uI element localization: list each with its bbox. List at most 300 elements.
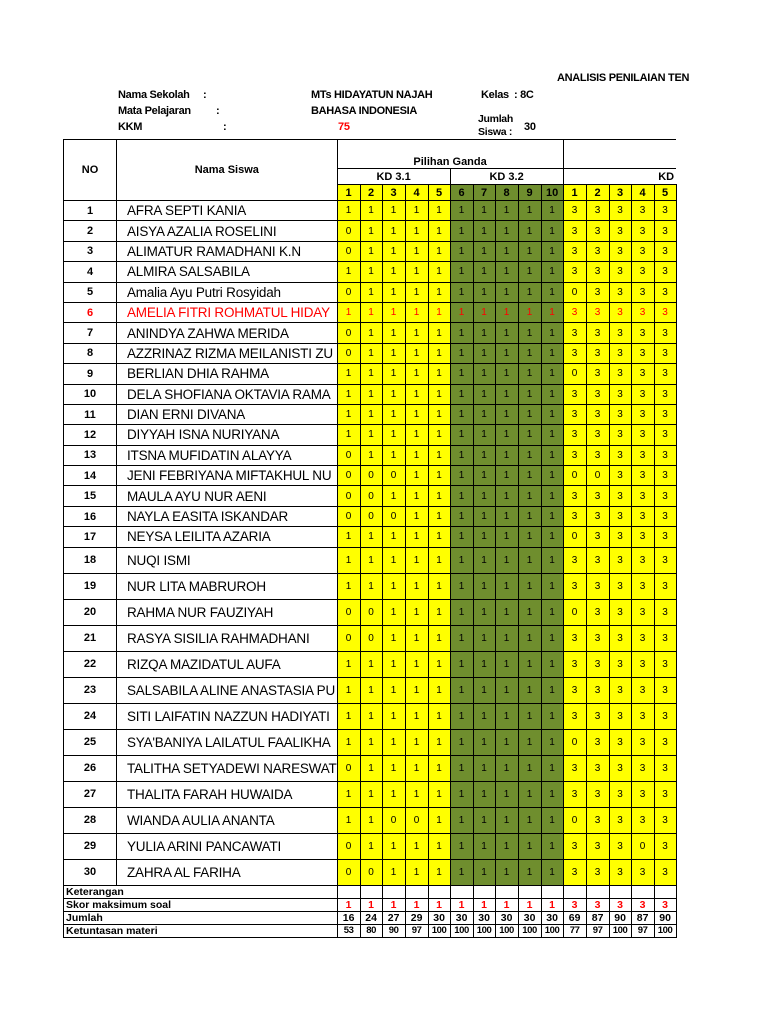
keterangan-cell	[428, 885, 450, 898]
score-cell: 1	[450, 445, 473, 465]
max-score-cell: 1	[450, 898, 473, 911]
score-cell: 1	[495, 729, 518, 755]
score-cell: 1	[541, 221, 563, 241]
score-cell: 1	[541, 466, 563, 486]
row-number: 1	[64, 201, 117, 221]
student-name: NEYSA LEILITA AZARIA	[117, 527, 338, 547]
score-cell: 1	[473, 384, 495, 404]
score-cell: 1	[450, 651, 473, 677]
score-cell: 3	[654, 466, 676, 486]
score-cell: 1	[428, 573, 450, 599]
score-cell: 1	[337, 573, 360, 599]
score-cell: 1	[382, 833, 405, 859]
score-cell: 1	[541, 364, 563, 384]
score-cell: 1	[473, 729, 495, 755]
score-cell: 1	[428, 425, 450, 445]
max-score-label: Skor maksimum soal	[64, 898, 338, 911]
score-cell: 3	[609, 425, 631, 445]
score-cell: 1	[518, 486, 541, 506]
table-row	[64, 781, 677, 807]
score-cell: 3	[631, 527, 654, 547]
max-score-cell: 1	[473, 898, 495, 911]
score-cell: 1	[360, 323, 382, 343]
student-name: THALITA FARAH HUWAIDA	[117, 781, 338, 807]
score-cell: 1	[495, 323, 518, 343]
sum-cell: 30	[518, 911, 541, 924]
score-cell: 3	[631, 323, 654, 343]
score-cell: 1	[473, 282, 495, 302]
question-number: 5	[654, 185, 676, 201]
score-cell: 3	[586, 729, 609, 755]
score-cell: 3	[563, 677, 586, 703]
score-cell: 3	[654, 506, 676, 526]
score-cell: 1	[405, 859, 428, 885]
score-cell: 1	[337, 364, 360, 384]
score-cell: 1	[495, 221, 518, 241]
score-cell: 1	[541, 241, 563, 261]
score-cell: 1	[382, 241, 405, 261]
max-score-cell: 3	[563, 898, 586, 911]
student-name: RIZQA MAZIDATUL AUFA	[117, 651, 338, 677]
score-cell: 1	[495, 755, 518, 781]
score-cell: 3	[654, 755, 676, 781]
row-number: 22	[64, 651, 117, 677]
score-cell: 3	[654, 404, 676, 424]
score-cell: 3	[563, 384, 586, 404]
keterangan-cell	[473, 885, 495, 898]
score-cell: 1	[518, 703, 541, 729]
score-cell: 1	[541, 729, 563, 755]
score-cell: 3	[586, 425, 609, 445]
score-cell: 1	[382, 527, 405, 547]
score-cell: 1	[450, 506, 473, 526]
score-cell: 3	[654, 859, 676, 885]
score-cell: 3	[586, 755, 609, 781]
table-row	[64, 651, 677, 677]
row-number: 27	[64, 781, 117, 807]
score-cell: 0	[382, 506, 405, 526]
score-cell: 1	[405, 282, 428, 302]
sum-cell: 30	[541, 911, 563, 924]
score-cell: 1	[360, 221, 382, 241]
score-cell: 3	[631, 859, 654, 885]
question-number: 10	[541, 185, 563, 201]
score-cell: 1	[360, 729, 382, 755]
score-cell: 1	[382, 282, 405, 302]
score-cell: 3	[586, 282, 609, 302]
keterangan-label: Keterangan	[64, 885, 338, 898]
mastery-cell: 97	[631, 924, 654, 937]
score-cell: 3	[609, 241, 631, 261]
row-number: 3	[64, 241, 117, 261]
score-cell: 1	[382, 364, 405, 384]
score-cell: 1	[382, 323, 405, 343]
score-cell: 1	[405, 302, 428, 322]
score-cell: 1	[382, 859, 405, 885]
score-cell: 1	[518, 384, 541, 404]
score-cell: 1	[405, 466, 428, 486]
score-cell: 3	[609, 384, 631, 404]
score-cell: 3	[586, 262, 609, 282]
score-cell: 0	[563, 729, 586, 755]
score-cell: 1	[518, 241, 541, 261]
student-name: JENI FEBRIYANA MIFTAKHUL NU	[117, 466, 338, 486]
student-name: NAYLA EASITA ISKANDAR	[117, 506, 338, 526]
score-cell: 0	[405, 807, 428, 833]
score-cell: 1	[405, 729, 428, 755]
score-cell: 1	[428, 323, 450, 343]
score-cell: 0	[337, 599, 360, 625]
score-cell: 1	[473, 404, 495, 424]
score-cell: 3	[654, 833, 676, 859]
student-name: ALMIRA SALSABILA	[117, 262, 338, 282]
score-cell: 3	[631, 282, 654, 302]
mastery-cell: 100	[473, 924, 495, 937]
student-name: ANINDYA ZAHWA MERIDA	[117, 323, 338, 343]
score-cell: 1	[450, 833, 473, 859]
score-cell: 1	[405, 323, 428, 343]
score-cell: 0	[563, 282, 586, 302]
score-cell: 1	[405, 221, 428, 241]
student-name: SITI LAIFATIN NAZZUN HADIYATI	[117, 703, 338, 729]
score-cell: 3	[586, 221, 609, 241]
score-cell: 1	[450, 703, 473, 729]
score-cell: 1	[360, 547, 382, 573]
score-cell: 1	[428, 201, 450, 221]
student-name: ITSNA MUFIDATIN ALAYYA	[117, 445, 338, 465]
score-cell: 1	[360, 262, 382, 282]
score-cell: 1	[428, 262, 450, 282]
score-cell: 1	[518, 343, 541, 363]
score-cell: 3	[631, 221, 654, 241]
student-count-label-2: Siswa :	[478, 126, 513, 138]
score-cell: 1	[518, 425, 541, 445]
student-name: WIANDA AULIA ANANTA	[117, 807, 338, 833]
score-cell: 0	[337, 506, 360, 526]
mastery-cell: 100	[541, 924, 563, 937]
score-cell: 3	[631, 807, 654, 833]
table-row	[64, 262, 677, 282]
score-cell: 0	[563, 599, 586, 625]
score-cell: 1	[495, 364, 518, 384]
score-cell: 1	[518, 833, 541, 859]
score-cell: 3	[631, 506, 654, 526]
score-cell: 1	[428, 807, 450, 833]
score-cell: 1	[541, 343, 563, 363]
question-number: 7	[473, 185, 495, 201]
score-cell: 1	[473, 625, 495, 651]
question-number: 2	[360, 185, 382, 201]
score-cell: 1	[428, 486, 450, 506]
table-row	[64, 573, 677, 599]
mastery-cell: 97	[405, 924, 428, 937]
row-number: 6	[64, 302, 117, 322]
score-cell: 1	[495, 599, 518, 625]
score-cell: 3	[631, 729, 654, 755]
row-number: 25	[64, 729, 117, 755]
score-cell: 3	[609, 201, 631, 221]
score-cell: 1	[473, 241, 495, 261]
score-cell: 1	[473, 466, 495, 486]
score-cell: 1	[495, 201, 518, 221]
score-cell: 1	[428, 282, 450, 302]
score-cell: 1	[541, 384, 563, 404]
score-cell: 1	[428, 547, 450, 573]
score-cell: 3	[609, 781, 631, 807]
score-cell: 0	[563, 527, 586, 547]
score-cell: 3	[609, 445, 631, 465]
score-cell: 1	[495, 282, 518, 302]
score-cell: 1	[473, 599, 495, 625]
score-cell: 1	[518, 282, 541, 302]
question-number: 5	[428, 185, 450, 201]
school-label: Nama Sekolah	[118, 89, 190, 101]
score-cell: 1	[450, 755, 473, 781]
score-cell: 1	[382, 404, 405, 424]
score-cell: 3	[586, 506, 609, 526]
score-cell: 1	[405, 364, 428, 384]
row-number: 10	[64, 384, 117, 404]
score-cell: 1	[360, 573, 382, 599]
score-cell: 1	[450, 466, 473, 486]
question-number: 2	[586, 185, 609, 201]
keterangan-cell	[631, 885, 654, 898]
keterangan-cell	[518, 885, 541, 898]
row-number: 29	[64, 833, 117, 859]
score-cell: 1	[337, 547, 360, 573]
score-cell: 1	[450, 221, 473, 241]
score-cell: 3	[609, 323, 631, 343]
score-cell: 3	[631, 547, 654, 573]
table-row	[64, 755, 677, 781]
row-number: 28	[64, 807, 117, 833]
max-score-cell: 1	[495, 898, 518, 911]
score-cell: 1	[450, 302, 473, 322]
score-cell: 1	[518, 364, 541, 384]
score-cell: 1	[337, 201, 360, 221]
student-name: SYA'BANIYA LAILATUL FAALIKHA	[117, 729, 338, 755]
sum-cell: 30	[450, 911, 473, 924]
row-number: 12	[64, 425, 117, 445]
keterangan-cell	[450, 885, 473, 898]
score-cell: 3	[654, 651, 676, 677]
score-cell: 1	[405, 677, 428, 703]
score-cell: 0	[563, 364, 586, 384]
score-cell: 3	[631, 201, 654, 221]
keterangan-cell	[495, 885, 518, 898]
table-row	[64, 201, 677, 221]
score-cell: 3	[586, 833, 609, 859]
score-cell: 3	[631, 241, 654, 261]
score-cell: 3	[609, 466, 631, 486]
score-cell: 3	[563, 547, 586, 573]
mastery-label: Ketuntasan materi	[64, 924, 338, 937]
score-cell: 1	[473, 755, 495, 781]
score-cell: 1	[518, 527, 541, 547]
score-cell: 1	[360, 651, 382, 677]
score-cell: 3	[609, 262, 631, 282]
score-cell: 3	[631, 384, 654, 404]
score-cell: 3	[609, 364, 631, 384]
max-score-cell: 1	[405, 898, 428, 911]
score-cell: 3	[609, 729, 631, 755]
score-cell: 3	[586, 859, 609, 885]
score-cell: 1	[337, 384, 360, 404]
score-cell: 1	[473, 677, 495, 703]
score-cell: 1	[382, 573, 405, 599]
score-cell: 3	[654, 445, 676, 465]
score-cell: 0	[563, 466, 586, 486]
table-row	[64, 527, 677, 547]
score-cell: 3	[586, 625, 609, 651]
score-cell: 3	[563, 486, 586, 506]
max-score-cell: 1	[337, 898, 360, 911]
score-cell: 1	[518, 677, 541, 703]
score-cell: 3	[563, 302, 586, 322]
score-cell: 3	[631, 425, 654, 445]
score-cell: 1	[337, 262, 360, 282]
score-cell: 3	[609, 703, 631, 729]
score-cell: 3	[631, 755, 654, 781]
score-cell: 1	[450, 599, 473, 625]
score-cell: 1	[360, 445, 382, 465]
score-cell: 1	[518, 445, 541, 465]
score-cell: 1	[541, 445, 563, 465]
score-cell: 1	[541, 262, 563, 282]
mastery-cell: 100	[495, 924, 518, 937]
score-cell: 3	[631, 364, 654, 384]
score-cell: 1	[382, 302, 405, 322]
student-name: ALIMATUR RAMADHANI K.N	[117, 241, 338, 261]
row-number: 4	[64, 262, 117, 282]
score-cell: 1	[450, 807, 473, 833]
score-cell: 3	[586, 677, 609, 703]
score-cell: 3	[631, 781, 654, 807]
score-cell: 3	[563, 201, 586, 221]
score-cell: 3	[586, 404, 609, 424]
score-cell: 3	[609, 573, 631, 599]
question-number: 3	[382, 185, 405, 201]
score-cell: 1	[541, 547, 563, 573]
mastery-cell: 100	[609, 924, 631, 937]
score-cell: 3	[609, 625, 631, 651]
score-cell: 1	[541, 282, 563, 302]
score-cell: 3	[654, 425, 676, 445]
sum-cell: 29	[405, 911, 428, 924]
student-count-label-1: Jumlah	[478, 113, 513, 125]
score-cell: 1	[518, 547, 541, 573]
score-cell: 1	[518, 807, 541, 833]
score-cell: 1	[450, 404, 473, 424]
sum-cell: 87	[586, 911, 609, 924]
score-cell: 3	[609, 599, 631, 625]
kkm-value: 75	[338, 121, 350, 133]
score-cell: 3	[654, 343, 676, 363]
score-cell: 1	[428, 859, 450, 885]
student-name: NUR LITA MABRUROH	[117, 573, 338, 599]
score-cell: 1	[495, 859, 518, 885]
table-row	[64, 425, 677, 445]
table-row	[64, 241, 677, 261]
name-column-header: Nama Siswa	[117, 140, 338, 201]
score-cell: 3	[631, 404, 654, 424]
score-cell: 0	[337, 833, 360, 859]
score-cell: 3	[609, 833, 631, 859]
score-cell: 3	[563, 425, 586, 445]
score-cell: 1	[473, 221, 495, 241]
score-cell: 1	[382, 425, 405, 445]
keterangan-cell	[654, 885, 676, 898]
score-cell: 1	[518, 599, 541, 625]
score-cell: 1	[360, 677, 382, 703]
mastery-cell: 77	[563, 924, 586, 937]
row-number: 18	[64, 547, 117, 573]
class-label: Kelas	[481, 89, 509, 101]
score-cell: 3	[631, 573, 654, 599]
score-cell: 1	[473, 807, 495, 833]
score-cell: 1	[473, 201, 495, 221]
score-cell: 1	[405, 262, 428, 282]
subject-colon: :	[216, 105, 220, 117]
score-cell: 1	[495, 506, 518, 526]
score-cell: 3	[654, 729, 676, 755]
sum-cell: 69	[563, 911, 586, 924]
score-cell: 1	[382, 781, 405, 807]
score-cell: 1	[428, 781, 450, 807]
score-cell: 3	[654, 807, 676, 833]
score-cell: 3	[631, 343, 654, 363]
score-cell: 1	[360, 755, 382, 781]
max-score-cell: 1	[382, 898, 405, 911]
score-cell: 1	[360, 241, 382, 261]
score-cell: 1	[518, 262, 541, 282]
score-cell: 1	[405, 781, 428, 807]
score-cell: 1	[360, 527, 382, 547]
table-row	[64, 221, 677, 241]
score-cell: 1	[473, 364, 495, 384]
table-row	[64, 729, 677, 755]
score-cell: 0	[631, 833, 654, 859]
keterangan-cell	[563, 885, 586, 898]
score-cell: 0	[337, 323, 360, 343]
score-cell: 0	[337, 859, 360, 885]
score-cell: 0	[360, 466, 382, 486]
max-score-cell: 3	[631, 898, 654, 911]
score-cell: 1	[428, 755, 450, 781]
score-cell: 1	[518, 302, 541, 322]
score-cell: 1	[473, 703, 495, 729]
row-number: 16	[64, 506, 117, 526]
table-row	[64, 302, 677, 322]
score-cell: 1	[473, 651, 495, 677]
score-cell: 1	[473, 486, 495, 506]
score-cell: 3	[586, 486, 609, 506]
score-cell: 1	[473, 445, 495, 465]
score-cell: 1	[473, 323, 495, 343]
kkm-label: KKM	[118, 121, 143, 133]
score-cell: 1	[405, 486, 428, 506]
score-cell: 1	[541, 506, 563, 526]
score-cell: 3	[654, 241, 676, 261]
score-cell: 1	[450, 282, 473, 302]
score-cell: 1	[405, 755, 428, 781]
keterangan-cell	[609, 885, 631, 898]
score-cell: 1	[428, 599, 450, 625]
question-number: 3	[609, 185, 631, 201]
student-name: NUQI ISMI	[117, 547, 338, 573]
row-number: 21	[64, 625, 117, 651]
score-cell: 1	[382, 703, 405, 729]
